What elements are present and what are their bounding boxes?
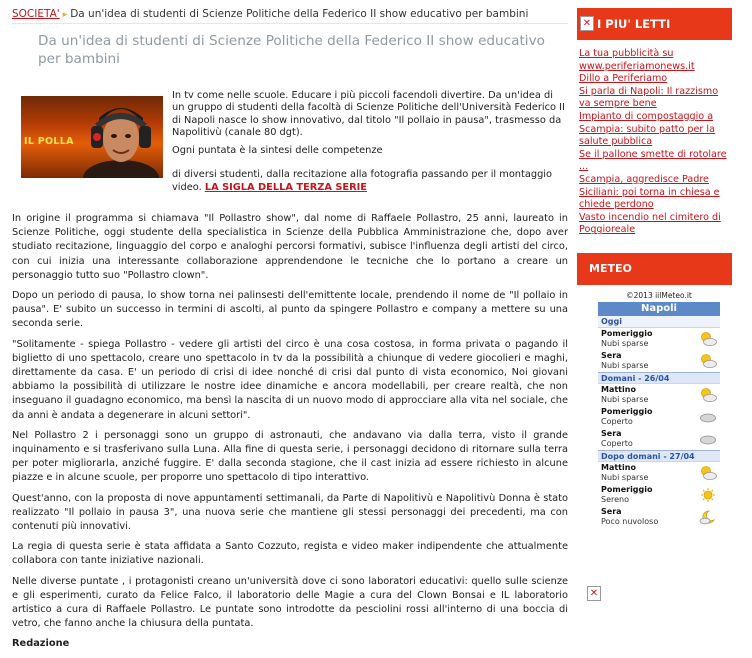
most-read-link[interactable]: Dillo a Periferiamo [579,73,668,85]
most-read-link[interactable]: Siciliani: poi torna in chiesa e chiede perdono [579,186,720,211]
weather-desc: Poco nuvoloso [601,516,659,526]
weather-time: Pomeriggio [601,407,653,417]
weather-time: Sera [601,351,622,361]
weather-row [598,506,720,528]
intro-text [172,90,568,194]
sidebar [577,8,732,528]
sigla-link[interactable]: LA SIGLA DELLA TERZA SERIE [204,181,367,193]
list-item [579,111,732,149]
most-read-link[interactable]: Impianto di compostaggio a Scampia: subito patto per la salute pubblica [579,110,715,148]
weather-day-label: Dopo domani - 27/04 [598,450,720,462]
body-paragraph: Nel Pollastro 2 i personaggi sono un gruppo di astronauti, che andavano via dalla terra, visto il grande inquinamento e si trasferivano sulla Luna. Alla fine di questa serie, i personaggi decidono di ritornare sulla terra per poter migliorarla, anziché fuggire. E' dalla seconda stagione, che il cast inizia ad essere richiesto in alcune piazze e in alcune scuole, per proporre uno spettacolo di tipo interattivo. [12,429,568,484]
presenter-portrait [77,96,163,178]
list-item [579,86,732,111]
weather-row [598,350,720,372]
weather-desc: Nubi sparse [601,360,649,370]
partly-cloudy-icon [699,353,717,369]
partly-cloudy-icon [699,387,717,403]
cloud-icon [699,431,717,447]
most-read-link[interactable]: Se il pallone smette di rotolare ... [579,148,727,173]
weather-desc: Nubi sparse [601,394,649,404]
meteo-title: METEO [589,262,632,276]
list-item [579,174,732,187]
list-item [579,73,732,86]
body-paragraph: In origine il programma si chiamava "Il Pollastro show", dal nome di Raffaele Pollastro, 25 anni, laureato in Scienze Politiche, oggi studente della specialistica in Scienze della Pubblica Amministrazione che, dopo aver studiato recitazione, linguaggio del corpo e analoghi percorsi formativi, subisce l'influenza degli artisti del circo, con cui inizia una interessante collaborazione apprendendone le tecniche che lo portano a creare un personaggio tutto suo "Pollastro clown". [12,213,568,281]
cloud-icon [699,409,717,425]
weather-city: Napoli [598,302,720,316]
list-item [579,187,732,212]
weather-time: Mattino [601,463,636,473]
weather-desc: Nubi sparse [601,472,649,482]
most-read-title: I PIU' LETTI [597,17,671,31]
list-item [579,48,732,73]
weather-row [598,484,720,506]
body-paragraph: Quest'anno, con la proposta di nove appuntamenti settimanali, da Parte di Napolitivù e Napolitivù Donna è stato realizzato "Il pollaio in pausa 3", una nuova serie che mantiene gli stessi personaggi dei precedenti, ma con contenuti più innovativi. [12,492,568,533]
weather-row [598,328,720,350]
breadcrumb [12,8,568,24]
hero-caption: IL POLLA [24,136,74,147]
body-paragraph: La regia di questa serie è stata affidata a Santo Cozzuto, regista e video maker indipendente che attualmente collabora con tante iniziative nazionali. [12,541,568,567]
weather-copyright: ©2013 iilMeteo.it [626,290,692,300]
moon-cloud-icon [699,509,717,525]
broken-image-icon: ✕ [587,586,601,601]
intro-paragraph: Ogni puntata è la sintesi delle competenze [172,145,383,157]
weather-desc: Sereno [601,494,629,504]
most-read-list [577,40,732,237]
partly-cloudy-icon [699,331,717,347]
list-item [579,149,732,174]
weather-desc: Coperto [601,416,633,426]
body-paragraph: "Solitamente - spiega Pollastro - vedere gli artisti del circo è una cosa costosa, in forma privata o pagando il biglietto di uno spettacolo, creare uno spettacolo in tv da la possibilità a chiunque di vedere giocolieri e maghi, direttamente da casa. E' un periodo di crisi di idee nonché di crisi dal punto di vista economico, Noi giovani abbiamo la possibilità di utilizzare le nostre idee dinamiche e ancora modellabili, per creare realtà, che non inseguano il guadagno economico, ma bensì la nascita di un nuovo modo di approcciare alla vita nel sociale, che da anni è andata a degenerare in alcuni settori". [12,338,568,421]
weather-desc: Coperto [601,438,633,448]
weather-day-label: Oggi [598,316,720,328]
weather-widget[interactable] [598,291,720,529]
breadcrumb-arrow-icon: ▸ [62,10,68,20]
weather-day-label: Domani - 26/04 [598,372,720,384]
weather-row [598,428,720,450]
intro-paragraph [172,169,568,194]
hero-image [21,96,163,178]
sun-icon [699,487,717,503]
intro-paragraph-text: di diversi studenti, dalla recitazione alla fotografia passando per il montaggio video. [172,169,553,193]
most-read-header [577,8,732,40]
most-read-link[interactable]: La tua pubblicità su www.periferiamonews.it [579,48,695,72]
intro-paragraph: In tv come nelle scuole. Educare i più piccoli facendoli divertire. Da un'idea di un gruppo di studenti della facoltà di Scienze Politiche dell'Università Federico II di Napoli nasce lo show innovativo, dal titolo "Il pollaio in pausa", trasmesso da Napolitivù (canale 80 dgt). [172,90,565,138]
breadcrumb-section-link[interactable]: SOCIETA' [12,8,60,20]
weather-time: Pomeriggio [601,329,653,339]
article-intro [12,90,568,193]
weather-time: Sera [601,429,622,439]
article-author: Redazione [12,638,70,650]
breadcrumb-current: Da un'idea di studenti di Scienze Politiche della Federico II show educativo per bambini [70,8,529,20]
weather-desc: Nubi sparse [601,338,649,348]
weather-row [598,406,720,428]
meteo-header [577,253,732,285]
most-read-link[interactable]: Scampia, aggredisce Padre [579,173,709,185]
weather-row [598,462,720,484]
article-body [12,212,568,652]
weather-row [598,384,720,406]
article-headline: Da un'idea di studenti di Scienze Politiche della Federico II show educativo per bambini [38,33,545,67]
body-paragraph: Dopo un periodo di pausa, lo show torna nei palinsesti dell'emittente locale, prendendo il nome de "Il pollaio in pausa". E' subito un successo in termini di ascolti, al punto da spingere Pollastro e company a mettere su una seconda serie. [12,290,568,330]
body-paragraph: Nelle diverse puntate , i protagonisti creano un'università dove ci sono laboratori educativi: quello sulle scienze e gli esperimenti, curato da Felice Falco, il laboratorio delle Magie a cura del Clown Bonsai e IL laboratorio artistico a cura di Raffaele Pollastro. Le puntate sono introdotte da pesciolini rossi all'interno di una boccia di vetro, che fanno anche la chiusura della puntata. [12,575,568,630]
broken-image-icon: ✕ [580,16,594,31]
list-item [579,212,732,237]
partly-cloudy-icon [699,465,717,481]
most-read-link[interactable]: Vasto incendio nel cimitero di Poggioreale [579,211,721,236]
article-column [12,8,568,658]
weather-time: Sera [601,507,622,517]
weather-time: Mattino [601,385,636,395]
weather-time: Pomeriggio [601,485,653,495]
most-read-link[interactable]: Si parla di Napoli: Il razzismo va sempre bene [579,85,719,110]
